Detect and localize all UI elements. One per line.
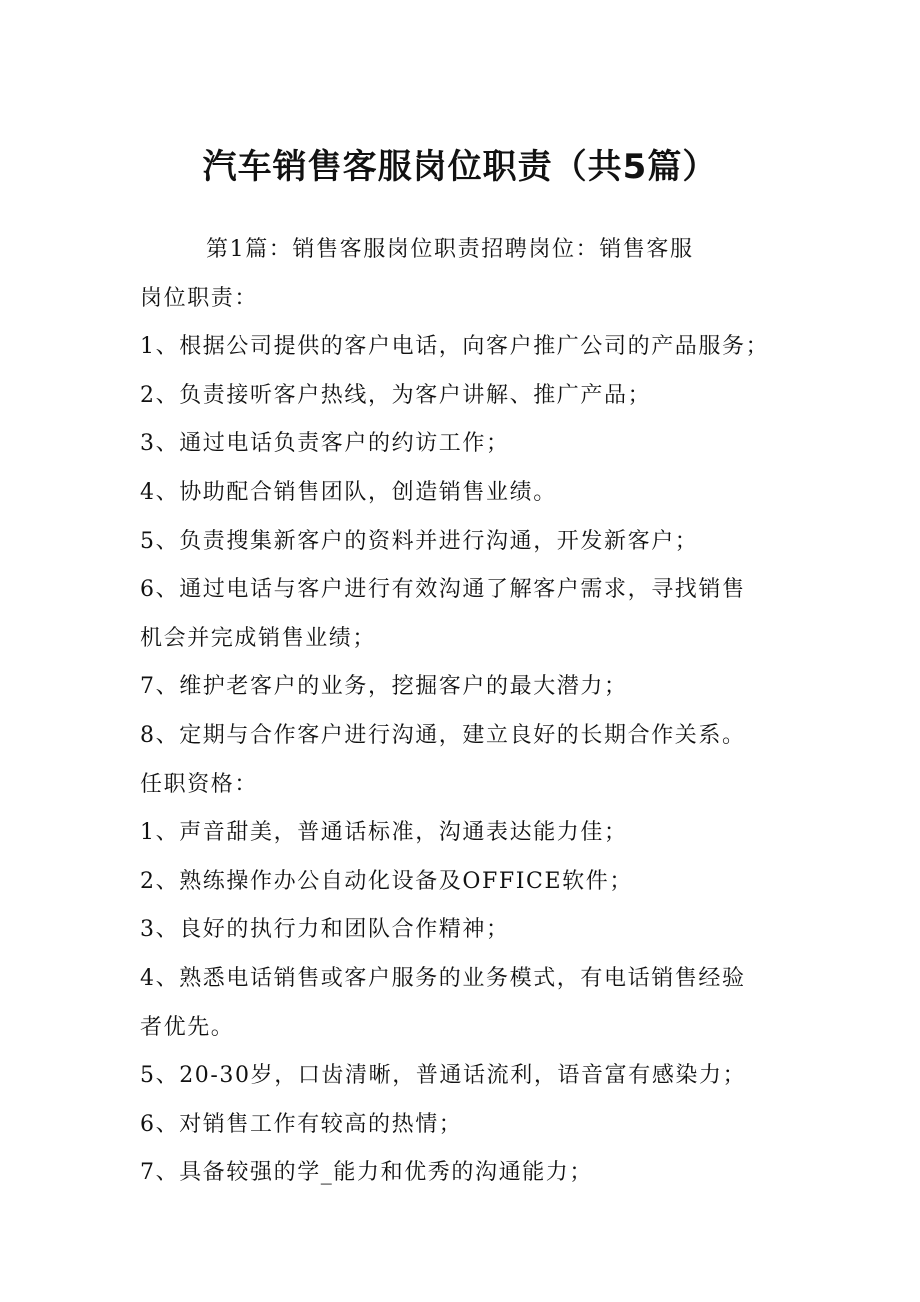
duty-item-6-continued: 机会并完成销售业绩； <box>140 625 377 651</box>
duty-item-3: 3、通过电话负责客户的约访工作； <box>140 431 510 457</box>
duty-item-7: 7、维护老客户的业务，挖掘客户的最大潜力； <box>140 674 628 700</box>
qualification-item-2: 2、熟练操作办公自动化设备及OFFICE软件； <box>140 868 633 894</box>
duty-item-2: 2、负责接听客户热线，为客户讲解、推广产品； <box>140 382 652 408</box>
subheading-job-duties: 岗位职责： <box>140 285 259 311</box>
duty-item-1: 1、根据公司提供的客户电话，向客户推广公司的产品服务； <box>140 334 770 360</box>
qualification-item-6: 6、对销售工作有较高的热情； <box>140 1111 463 1137</box>
qualification-item-4-continued: 者优先。 <box>140 1014 235 1040</box>
qualification-item-1: 1、声音甜美，普通话标准，沟通表达能力佳； <box>140 820 628 846</box>
duty-item-8: 8、定期与合作客户进行沟通，建立良好的长期合作关系。 <box>140 722 746 748</box>
document-body <box>140 226 820 1198</box>
qualification-item-3: 3、良好的执行力和团队合作精神； <box>140 917 510 943</box>
subheading-qualifications: 任职资格： <box>140 771 259 797</box>
duty-item-6: 6、通过电话与客户进行有效沟通了解客户需求，寻找销售 <box>140 577 746 603</box>
qualification-item-7: 7、具备较强的学_能力和优秀的沟通能力； <box>140 1160 593 1186</box>
qualification-item-4: 4、熟悉电话销售或客户服务的业务模式，有电话销售经验 <box>140 965 746 991</box>
document-title: 汽车销售客服岗位职责（共5篇） <box>202 147 718 187</box>
duty-item-4: 4、协助配合销售团队，创造销售业绩。 <box>140 479 557 505</box>
duty-item-5: 5、负责搜集新客户的资料并进行沟通，开发新客户； <box>140 528 699 554</box>
qualification-item-5: 5、20-30岁，口齿清晰，普通话流利，语音富有感染力； <box>140 1063 747 1089</box>
section-heading-line: 第1篇：销售客服岗位职责招聘岗位：销售客服 <box>206 237 694 262</box>
